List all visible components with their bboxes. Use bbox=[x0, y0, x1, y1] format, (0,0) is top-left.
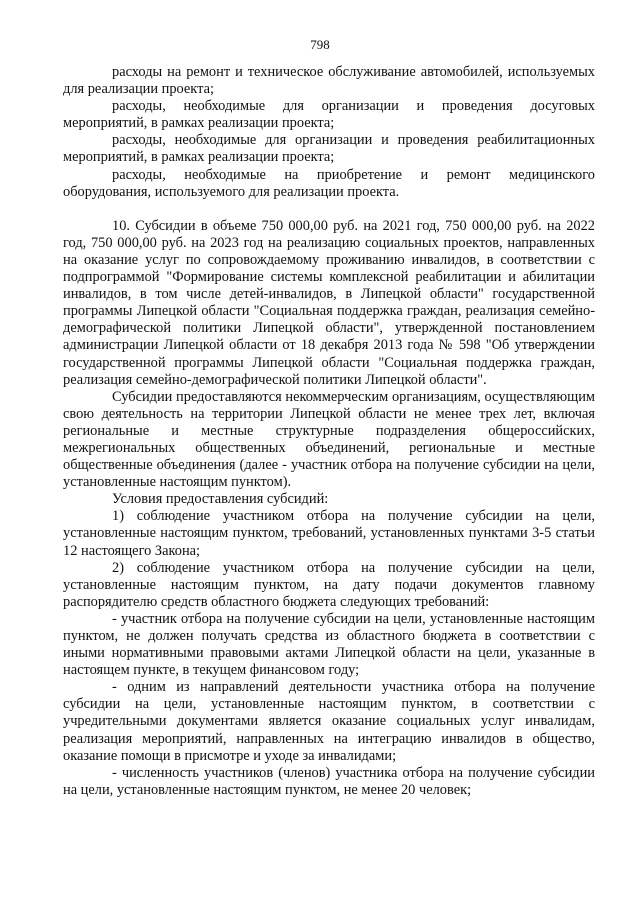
paragraph-requirement-no-other-funds: - участник отбора на получение субсидии на цели, установленные настоящим пунктом, не должен получать средства из областного бюджета в соответствии с иными нормативными правовыми актами Липецкой области на цели, указанные в настоящем пункте, в текущем финансовом году; bbox=[63, 610, 595, 679]
paragraph-recipients: Субсидии предоставляются некоммерческим организациям, осуществляющим свою деятельность на территории Липецкой области не менее трех лет, включая региональные и местные структурные подразделения общероссийских, межрегиональных общественных объединений, региональные и местные общественные объединения (далее - участник отбора на получение субсидии на цели, установленные настоящим пунктом). bbox=[63, 388, 595, 491]
paragraph-conditions-heading: Условия предоставления субсидий: bbox=[112, 491, 329, 508]
paragraph-requirement-activity: - одним из направлений деятельности участника отбора на получение субсидии на цели, установленные настоящим пунктом, в соответствии с учредительными документами является оказание социальных услуг инвалидам, реализация мероприятий, направленных на интеграцию инвалидов в общество, оказание помощи в присмотре и уходе за инвалидами; bbox=[63, 679, 595, 764]
paragraph-expense-vehicles: расходы на ремонт и техническое обслуживание автомобилей, используемых для реализации проекта; bbox=[63, 64, 595, 98]
paragraph-expense-rehabilitation: расходы, необходимые для организации и проведения реабилитационных мероприятий, в рамках реализации проекта; bbox=[63, 132, 595, 166]
page-number: 798 bbox=[310, 37, 330, 52]
paragraph-expense-medical: расходы, необходимые на приобретение и ремонт медицинского оборудования, используемого для реализации проекта. bbox=[63, 166, 595, 200]
document-body bbox=[63, 64, 595, 799]
paragraph-expense-leisure: расходы, необходимые для организации и проведения досуговых мероприятий, в рамках реализации проекта; bbox=[63, 98, 595, 132]
paragraph-condition-2: 2) соблюдение участником отбора на получение субсидии на цели, установленные настоящим пунктом, на дату подачи документов главному распорядителю средств областного бюджета следующих требований: bbox=[63, 559, 595, 610]
paragraph-gap bbox=[63, 201, 595, 218]
paragraph-item-10: 10. Субсидии в объеме 750 000,00 руб. на 2021 год, 750 000,00 руб. на 2022 год, 750 000,00 руб. на 2023 год на реализацию социальных проектов, направленных на оказание услуг по сопровождаемому проживанию инвалидов, в соответствии с подпрограммой "Формирование системы комплексной реабилитации и абилитации инвалидов, в том числе детей-инвалидов, в Липецкой области" государственной программы Липецкой области "Социальная поддержка граждан, реализация семейно-демографической политики Липецкой области", утвержденной постановлением администрации Липецкой области от 18 декабря 2013 года № 598 "Об утверждении государственной программы Липецкой области "Социальная поддержка граждан, реализация семейно-демографической политики Липецкой области". bbox=[63, 217, 595, 388]
paragraph-condition-1: 1) соблюдение участником отбора на получение субсидии на цели, установленные настоящим пунктом, требований, установленных пунктами 3-5 статьи 12 настоящего Закона; bbox=[63, 508, 595, 559]
paragraph-requirement-members: - численность участников (членов) участника отбора на получение субсидии на цели, установленные настоящим пунктом, не менее 20 человек; bbox=[63, 764, 595, 798]
